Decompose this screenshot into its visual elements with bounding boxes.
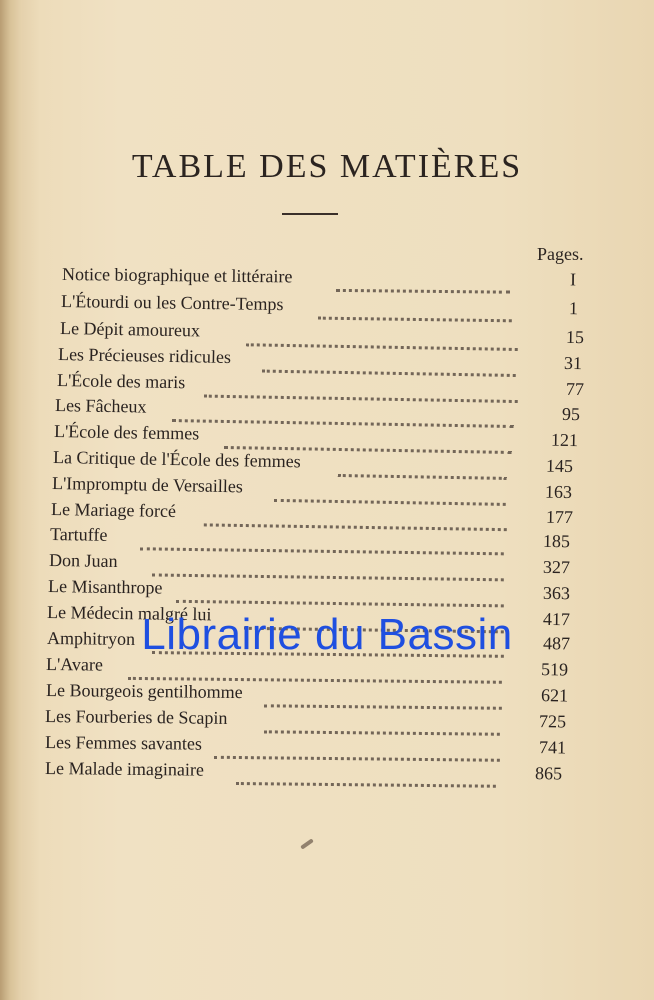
- dot-leader: [318, 297, 512, 323]
- page-title: TABLE DES MATIÈRES: [131, 148, 523, 185]
- toc-entry-page: 725: [538, 711, 567, 732]
- toc-entry-page: 15: [565, 326, 585, 348]
- toc-entry-page: 185: [542, 530, 571, 552]
- toc-entry-title: Le Médecin malgré lui: [46, 602, 212, 625]
- toc-entry-page: 31: [563, 352, 583, 374]
- toc-entry-title: L'Étourdi ou les Contre-Temps: [60, 291, 284, 315]
- dot-leader: [246, 323, 518, 351]
- toc-entry-title: L'Avare: [45, 654, 104, 675]
- dot-leader: [176, 580, 504, 608]
- toc-entry-page: 77: [565, 378, 585, 400]
- toc-entry-title: Amphitryon: [46, 628, 136, 649]
- toc-entry-title: L'Impromptu de Versailles: [51, 473, 244, 497]
- toc-entry-title: Le Bourgeois gentilhomme: [45, 680, 243, 703]
- toc-entry-title: Le Malade imaginaire: [44, 758, 205, 780]
- dot-leader: [152, 553, 504, 581]
- toc-entry-title: Les Femmes savantes: [44, 732, 203, 754]
- toc-entry-page: 121: [550, 429, 579, 451]
- toc-entry-title: Notice biographique et littéraire: [61, 264, 293, 287]
- toc-entry-page: 865: [534, 763, 563, 784]
- toc-entry-page: 327: [542, 556, 571, 578]
- toc-entry-title: Les Fourberies de Scapin: [44, 706, 228, 728]
- dot-leader: [264, 710, 500, 735]
- toc-entry-title: Don Juan: [48, 550, 118, 571]
- toc-entry-page: 621: [540, 685, 569, 706]
- toc-entry-page: 145: [545, 455, 574, 477]
- watermark: Librairie du Bassin: [141, 610, 513, 659]
- toc-entry-page: 741: [538, 737, 567, 758]
- dot-leader: [236, 762, 496, 788]
- toc-entry-page: 519: [540, 659, 569, 680]
- toc-entry: [62, 264, 600, 296]
- toc-entry-title: Tartuffe: [49, 524, 108, 545]
- toc-entry-title: Les Fâcheux: [54, 395, 147, 417]
- toc-entry-title: Le Mariage forcé: [50, 499, 177, 521]
- pages-column-header: Pages.: [537, 244, 584, 264]
- toc-entry-title: Les Précieuses ridicules: [57, 344, 232, 368]
- dot-leader: [274, 479, 506, 506]
- toc-entry-page: 487: [542, 633, 571, 654]
- toc-entry-title: L'École des femmes: [53, 421, 200, 444]
- toc-entry-title: Le Misanthrope: [47, 576, 163, 598]
- toc-entry-page: 417: [542, 608, 571, 630]
- dot-leader: [262, 350, 516, 377]
- toc-entry-title: Le Dépit amoureux: [59, 318, 201, 341]
- toc-entry-page: 1: [568, 298, 579, 319]
- dot-leader: [214, 736, 500, 762]
- toc-entry-page: I: [569, 269, 577, 290]
- toc-entry-page: 177: [545, 506, 574, 528]
- toc-entry: [45, 758, 600, 790]
- toc-entry-page: 363: [542, 582, 571, 604]
- dot-leader: [336, 269, 510, 294]
- dot-leader: [128, 657, 502, 684]
- toc-entry-page: 163: [544, 481, 573, 503]
- dot-leader: [264, 684, 502, 709]
- toc-entry-title: La Critique de l'École des femmes: [52, 447, 301, 472]
- toc-entry-title: L'École des maris: [56, 370, 186, 393]
- toc-entry-page: 95: [561, 403, 581, 425]
- dot-leader: [338, 454, 507, 480]
